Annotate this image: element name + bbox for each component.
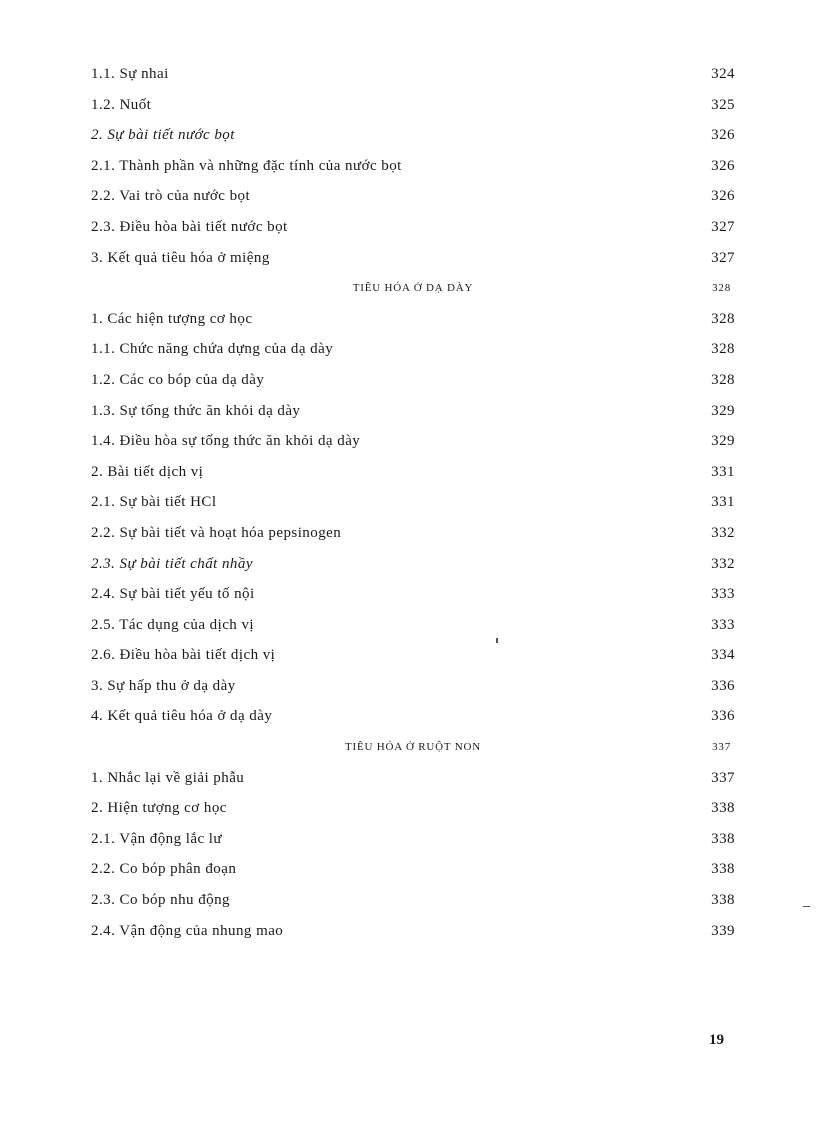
toc-entry <box>91 763 735 794</box>
toc-entry <box>91 518 735 549</box>
toc-entry-page: 328 <box>711 341 735 358</box>
toc-entry <box>91 365 735 396</box>
toc-entry-page: 333 <box>711 616 735 633</box>
toc-entry <box>91 793 735 824</box>
section-heading <box>91 273 735 304</box>
toc-entry-title: 2. Hiện tượng cơ học <box>91 800 227 817</box>
toc-entry-title: 2.4. Vận động của nhung mao <box>91 922 284 939</box>
toc-entry-page: 324 <box>711 66 735 82</box>
section-heading-title: TIÊU HÓA Ở DẠ DÀY <box>352 282 474 295</box>
toc-entry-page: 334 <box>711 647 735 664</box>
toc-entry-title: 1.2. Các co bóp của dạ dày <box>91 371 265 388</box>
toc-entry <box>91 304 735 335</box>
toc-entry-title: 2.3. Sự bài tiết chất nhầy <box>91 555 253 572</box>
toc-entry <box>91 885 735 916</box>
toc-entry-title: 4. Kết quả tiêu hóa ở dạ dày <box>91 708 273 725</box>
section-heading <box>91 732 735 763</box>
table-of-contents <box>91 59 735 946</box>
page-number: 19 <box>709 1032 724 1048</box>
toc-entry <box>91 610 735 641</box>
toc-entry-page: 327 <box>711 249 735 266</box>
scan-speck <box>803 906 810 907</box>
toc-entry-title: 2.3. Điều hòa bài tiết nước bọt <box>91 218 288 235</box>
toc-entry <box>91 334 735 365</box>
toc-entry-title: 1.4. Điều hòa sự tống thức ăn khỏi dạ dày <box>91 433 361 450</box>
toc-entry-title: 1.1. Sự nhai <box>91 66 169 82</box>
toc-entry-title: 1.2. Nuốt <box>91 96 152 113</box>
toc-entry <box>91 487 735 518</box>
toc-entry <box>91 640 735 671</box>
toc-entry-page: 336 <box>711 708 735 725</box>
toc-entry-page: 338 <box>711 800 735 817</box>
toc-entry <box>91 90 735 121</box>
toc-entry-title: 2.2. Vai trò của nước bọt <box>91 188 251 205</box>
toc-entry-page: 326 <box>711 188 735 205</box>
toc-entry-page: 338 <box>711 892 735 909</box>
toc-entry-title: 3. Kết quả tiêu hóa ở miệng <box>91 249 270 266</box>
toc-entry-page: 328 <box>711 371 735 388</box>
toc-entry-title: 2.1. Thành phần và những đặc tính của nước bọt <box>91 157 402 174</box>
toc-entry-page: 327 <box>711 218 735 235</box>
toc-entry-title: 2.1. Vận động lắc lư <box>91 830 222 847</box>
toc-entry <box>91 181 735 212</box>
toc-entry-page: 331 <box>711 494 735 511</box>
toc-entry-title: 1. Các hiện tượng cơ học <box>91 310 253 327</box>
toc-entry <box>91 671 735 702</box>
toc-entry-title: 1.1. Chức năng chứa dựng của dạ dày <box>91 341 334 358</box>
toc-entry-page: 336 <box>711 677 735 694</box>
toc-entry <box>91 212 735 243</box>
toc-entry-title: 1. Nhắc lại về giải phẫu <box>91 769 245 786</box>
toc-entry-page: 338 <box>711 830 735 847</box>
toc-entry-title: 2.2. Sự bài tiết và hoạt hóa pepsinogen <box>91 524 342 541</box>
toc-entry-page: 329 <box>711 402 735 419</box>
toc-entry-page: 329 <box>711 433 735 450</box>
toc-entry <box>91 396 735 427</box>
section-heading-page: 337 <box>712 741 731 754</box>
toc-entry <box>91 579 735 610</box>
toc-entry-page: 326 <box>711 127 735 144</box>
toc-entry-title: 2.5. Tác dụng của dịch vị <box>91 616 255 633</box>
toc-entry-page: 332 <box>711 555 735 572</box>
toc-entry <box>91 854 735 885</box>
toc-entry <box>91 243 735 274</box>
toc-entry <box>91 701 735 732</box>
toc-entry-title: 1.3. Sự tống thức ăn khỏi dạ dày <box>91 402 301 419</box>
toc-entry-title: 2. Bài tiết dịch vị <box>91 463 204 480</box>
toc-entry-title: 2.2. Co bóp phân đoạn <box>91 861 237 878</box>
toc-entry-page: 328 <box>711 310 735 327</box>
toc-entry-title: 2.1. Sự bài tiết HCl <box>91 494 217 511</box>
toc-entry-page: 333 <box>711 586 735 603</box>
toc-entry-page: 337 <box>711 769 735 786</box>
toc-entry <box>91 457 735 488</box>
toc-entry-title: 3. Sự hấp thu ở dạ dày <box>91 677 236 694</box>
toc-entry <box>91 59 735 90</box>
toc-entry <box>91 549 735 580</box>
toc-entry-title: 2.3. Co bóp nhu động <box>91 892 231 909</box>
toc-entry-title: 2.4. Sự bài tiết yếu tố nội <box>91 586 255 603</box>
section-heading-page: 328 <box>712 282 731 295</box>
toc-entry <box>91 426 735 457</box>
scan-speck <box>496 638 498 643</box>
toc-entry-page: 325 <box>711 96 735 113</box>
toc-entry-page: 331 <box>711 463 735 480</box>
toc-entry-title: 2. Sự bài tiết nước bọt <box>91 127 235 144</box>
toc-entry <box>91 120 735 151</box>
toc-entry-page: 339 <box>711 922 735 939</box>
section-heading-title: TIÊU HÓA Ở RUỘT NON <box>345 741 481 754</box>
toc-entry-title: 2.6. Điều hòa bài tiết dịch vị <box>91 647 276 664</box>
toc-entry <box>91 151 735 182</box>
toc-entry <box>91 824 735 855</box>
toc-entry <box>91 916 735 947</box>
toc-entry-page: 326 <box>711 157 735 174</box>
toc-entry-page: 338 <box>711 861 735 878</box>
toc-entry-page: 332 <box>711 524 735 541</box>
